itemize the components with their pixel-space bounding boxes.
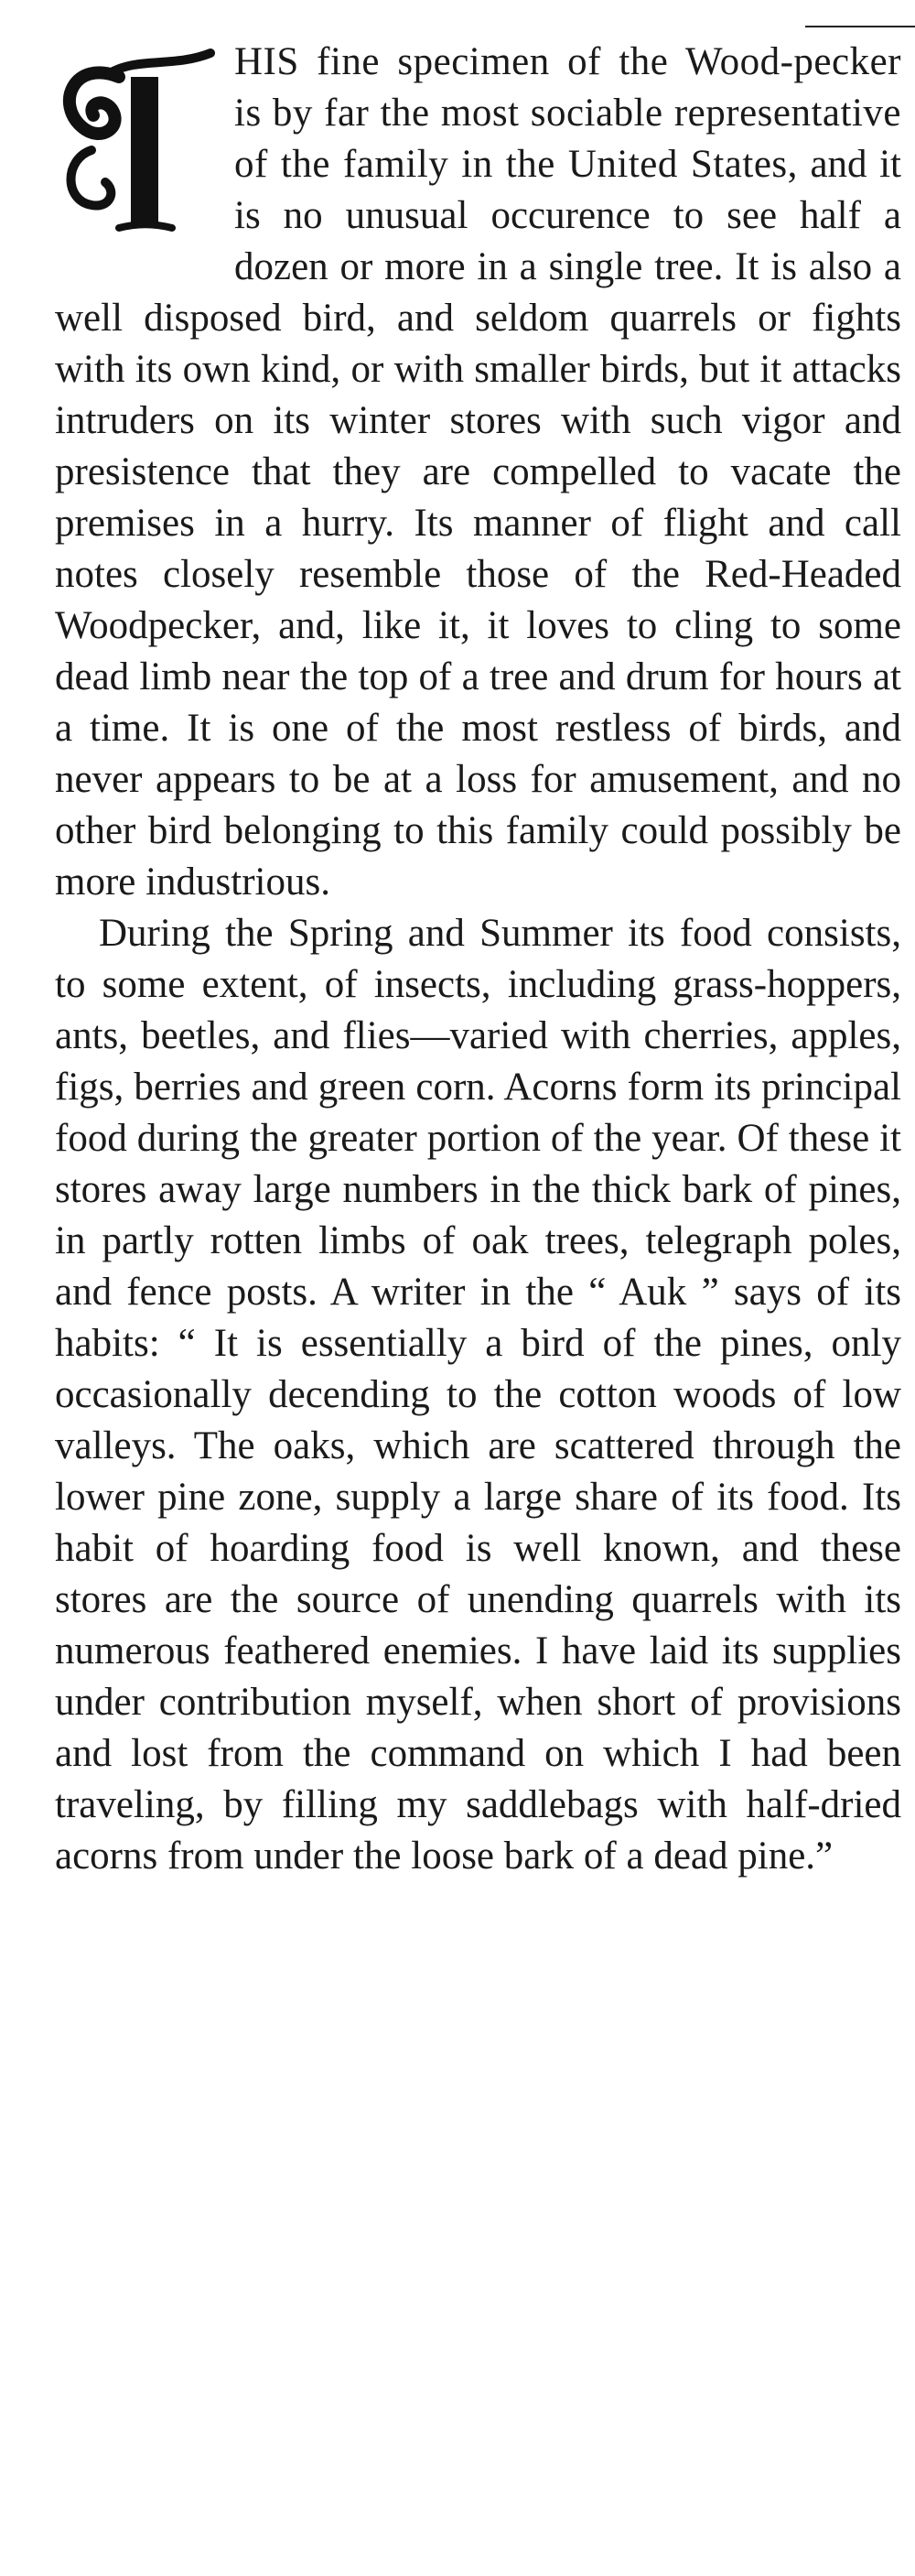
paragraph-1 (55, 37, 901, 908)
paragraph-1-text: and it is no unusual occurence to see half a dozen or more in a single tree. It is also a well disposed bird, and seldom quarrels or fights with its own kind, or with smaller birds, but it attacks intruders on its winter stores with such vigor and presistence that they are compelled to vacate the premises in a hurry. Its manner of flight and call notes closely resemble those of the Red-Headed Woodpecker, and, like it, it loves to cling to some dead limb near the top of a tree and drum for hours at a time. It is one of the most restless of birds, and never appears to be at a loss for amusement, and no other bird belonging to this family could possibly be more industrious. (55, 143, 902, 904)
article-body (55, 37, 901, 1882)
lead-sentence: HIS fine specimen of the Wood-pecker is by far the most sociable representative of the family in the United States, (234, 40, 901, 186)
top-rule (805, 26, 915, 27)
paragraph-2-text: During the Spring and Summer its food consists, to some extent, of insects, including grass-hoppers, ants, beetles, and flies—varied with cherries, apples, figs, berries and green corn. Acorns form its principal food during the greater portion of the year. Of these it stores away large numbers in the thick bark of pines, in partly rotten limbs of oak trees, telegraph poles, and fence posts. A writer in the “ Auk ” says of its habits: “ It is essentially a bird of the pines, only occasionally decending to the cotton woods of low valleys. The oaks, which are scattered through the lower pine zone, supply a large share of its food. Its habit of hoarding food is well known, and these stores are the source of unending quarrels with its numerous feathered enemies. I have laid its supplies under contribution myself, when short of provisions and lost from the command on which I had been traveling, by filling my saddlebags with half-dried acorns from under the loose bark of a dead pine.” (55, 912, 901, 1878)
drop-cap-letter (55, 40, 220, 251)
paragraph-2 (55, 908, 901, 1882)
ornamental-drop-cap (55, 40, 220, 251)
